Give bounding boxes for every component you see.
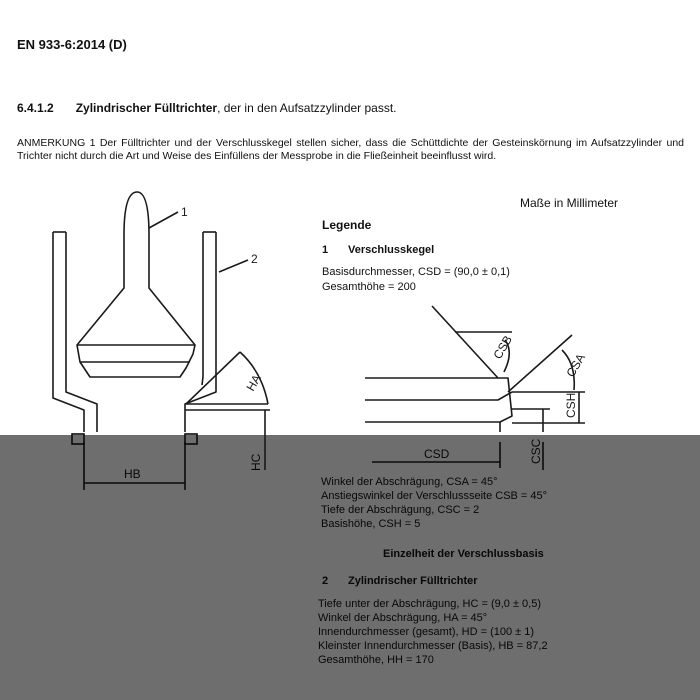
cone-base-detail	[365, 306, 515, 422]
legend-item-2-number: 2	[322, 575, 329, 587]
section-title-rest: , der in den Aufsatzzylinder passt.	[217, 101, 397, 115]
callout-2: 2	[251, 252, 258, 266]
closing-cone	[77, 192, 195, 377]
label-HA: HA	[243, 372, 264, 394]
label-HC: HC	[249, 453, 263, 471]
legend-item-1-line: Basisdurchmesser, CSD = (90,0 ± 0,1)	[322, 266, 510, 278]
legend-item-2-lines	[318, 597, 548, 667]
detail-legend	[321, 475, 547, 531]
legend-item-2-line: Innendurchmesser (gesamt), HD = (100 ± 1)	[318, 626, 535, 638]
legend-item-1-number: 1	[322, 244, 329, 256]
legend-item-2-title: Zylindrischer Fülltrichter	[348, 575, 478, 587]
document-header: EN 933-6:2014 (D)	[17, 37, 127, 52]
legend-item-2-heading	[322, 575, 478, 587]
label-CSA: CSA	[563, 351, 588, 380]
label-CSD: CSD	[424, 447, 450, 461]
detail-legend-line: Basishöhe, CSH = 5	[321, 518, 421, 530]
label-CSH: CSH	[564, 392, 578, 418]
detail-legend-line: Anstiegswinkel der Verschlussseite CSB = 45°	[321, 490, 548, 502]
funnel-left-wall	[53, 232, 97, 432]
label-CSC: CSC	[529, 438, 543, 464]
label-HB: HB	[124, 467, 141, 481]
legend-item-1-title: Verschlusskegel	[348, 244, 435, 256]
legend-item-2-line: Gesamthöhe, HH = 170	[318, 654, 434, 666]
legend-item-2-line: Tiefe unter der Abschrägung, HC = (9,0 ± 0,5)	[318, 598, 541, 610]
detail-legend-line: Tiefe der Abschrägung, CSC = 2	[321, 504, 480, 516]
label-CSB: CSB	[490, 333, 515, 362]
callout-1: 1	[181, 205, 188, 219]
detail-caption: Einzelheit der Verschlussbasis	[383, 548, 544, 560]
detail-legend-line: Winkel der Abschrägung, CSA = 45°	[321, 476, 498, 488]
legend-item-2-line: Winkel der Abschrägung, HA = 45°	[318, 612, 488, 624]
section-title: Zylindrischer Fülltrichter	[75, 101, 218, 115]
legend-item-1-line: Gesamthöhe = 200	[322, 281, 416, 293]
note-paragraph: ANMERKUNG 1 Der Fülltrichter und der Verschlusskegel stellen sicher, dass die Schüttdichte der Gesteinskörnung im Aufsatzzylinder und Trichter nicht durch die Art und Weise des Einfüllens der Messprobe in die Fließeinheit beeinflusst wird.	[17, 137, 684, 162]
legend-item-2-line: Kleinster Innendurchmesser (Basis), HB = 87,2	[318, 640, 548, 652]
legend-title: Legende	[322, 218, 372, 232]
funnel-right-wall	[185, 232, 216, 432]
units-note: Maße in Millimeter	[520, 196, 619, 210]
section-number: 6.4.1.2	[17, 101, 54, 115]
